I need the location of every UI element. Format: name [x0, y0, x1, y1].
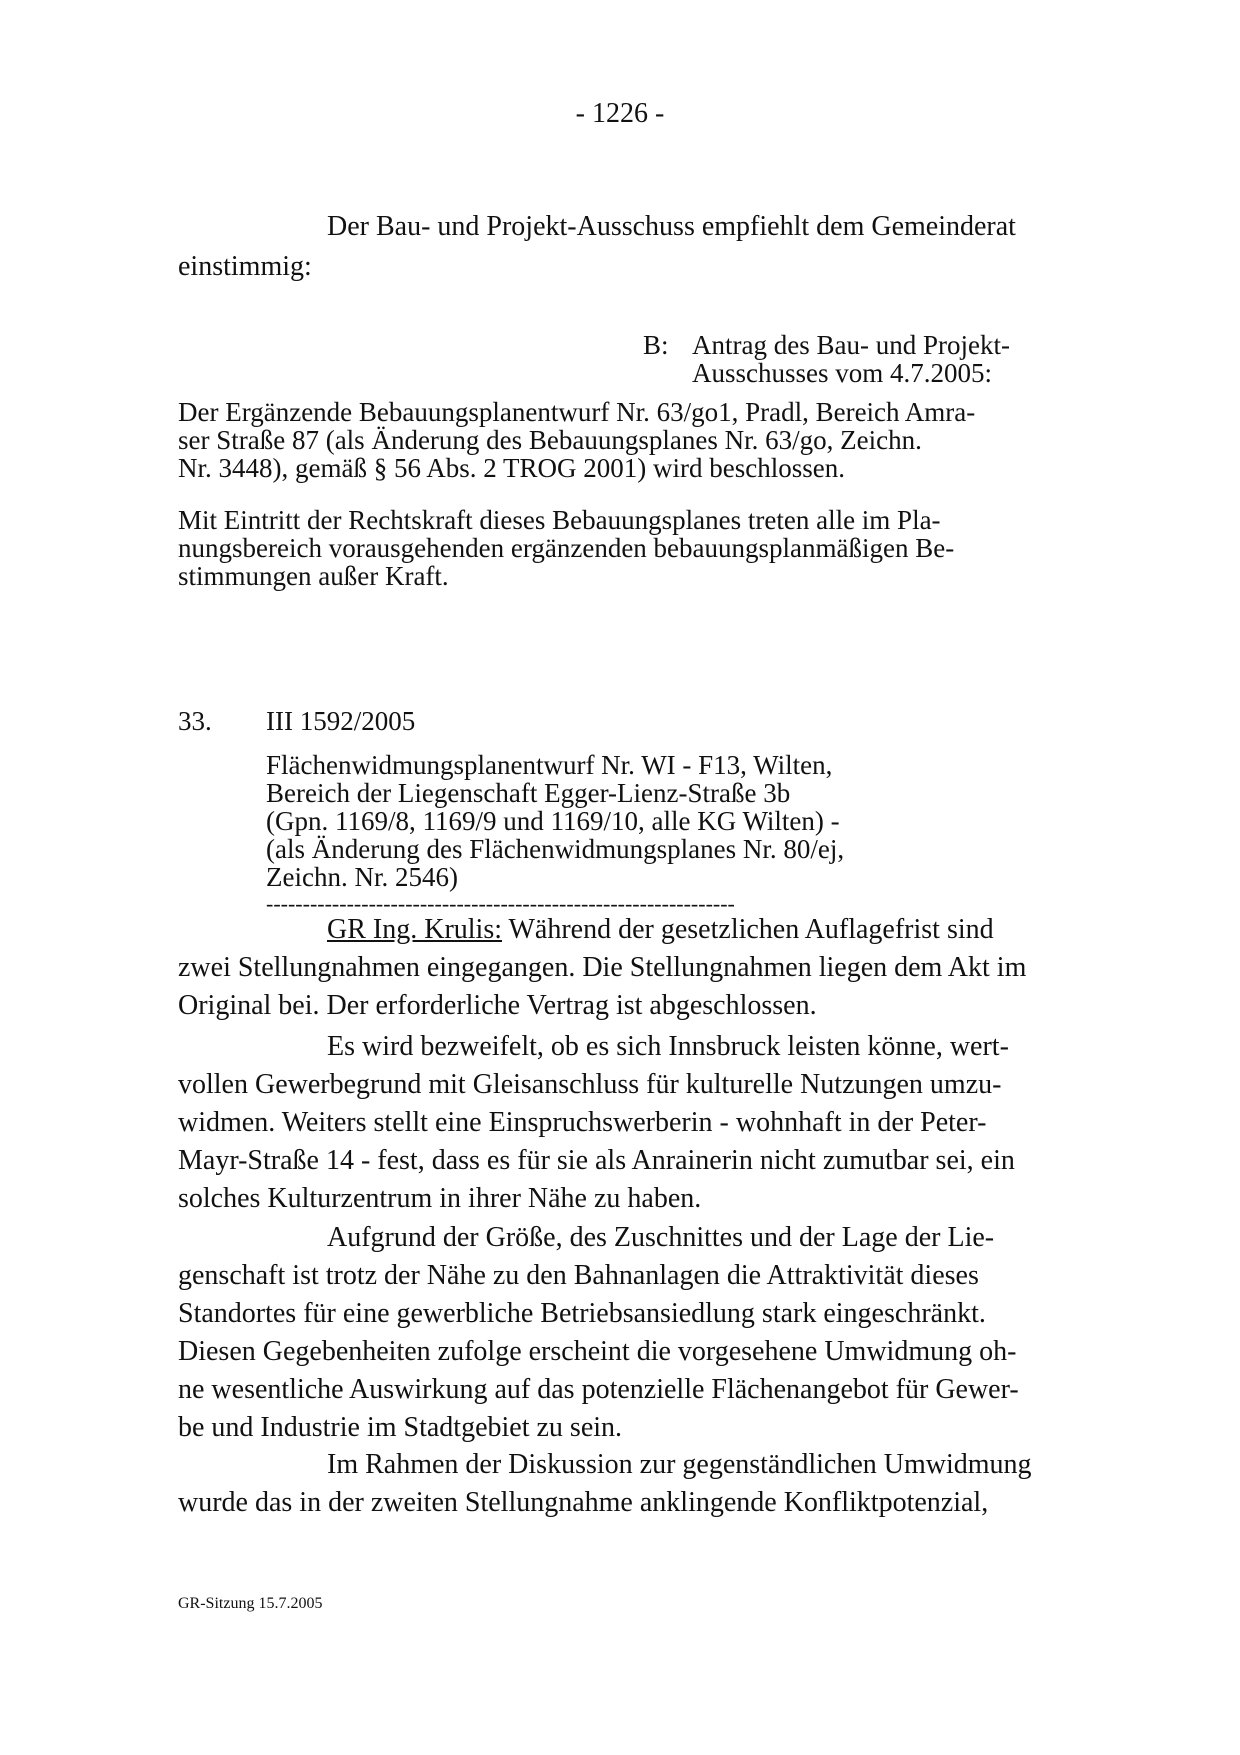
discussion-line: Mayr-Straße 14 - fest, dass es für sie als Anrainerin nicht zumutbar sei, ein — [178, 1145, 1015, 1176]
discussion-paragraph-2 — [178, 1028, 1048, 1218]
discussion-line: ne wesentliche Auswirkung auf das potenzielle Flächenangebot für Gewer- — [178, 1374, 1019, 1405]
agenda-item-number: 33. — [178, 706, 212, 736]
discussion-line: Es wird bezweifelt, ob es sich Innsbruck leisten könne, wert- — [327, 1031, 1009, 1062]
agenda-item-reference: III 1592/2005 — [266, 706, 416, 736]
effect-paragraph — [178, 506, 1048, 590]
effect-line: stimmungen außer Kraft. — [178, 561, 449, 591]
resolution-paragraph — [178, 398, 1048, 482]
discussion-line: widmen. Weiters stellt eine Einspruchswerberin - wohnhaft in der Peter- — [178, 1107, 987, 1138]
discussion-paragraph-1 — [178, 911, 1048, 1025]
discussion-line: Original bei. Der erforderliche Vertrag ist abgeschlossen. — [178, 990, 817, 1021]
recommendation-line-2: einstimmig: — [178, 251, 312, 282]
discussion-line: genschaft ist trotz der Nähe zu den Bahnanlagen die Attraktivität dieses — [178, 1260, 979, 1291]
discussion-line: Aufgrund der Größe, des Zuschnittes und der Lage der Lie- — [327, 1222, 995, 1253]
agenda-separator: ---------------------------------------------------------------- — [266, 891, 735, 916]
motion-label: B: — [643, 330, 669, 360]
discussion-line: Standortes für eine gewerbliche Betriebsansiedlung stark eingeschränkt. — [178, 1298, 986, 1329]
discussion-line: solches Kulturzentrum in ihrer Nähe zu haben. — [178, 1183, 702, 1214]
discussion-line: vollen Gewerbegrund mit Gleisanschluss für kulturelle Nutzungen umzu- — [178, 1069, 1002, 1100]
resolution-line: Der Ergänzende Bebauungsplanentwurf Nr. 63/go1, Pradl, Bereich Amra- — [178, 397, 976, 427]
discussion-line: Diesen Gegebenheiten zufolge erscheint die vorgesehene Umwidmung oh- — [178, 1336, 1017, 1367]
motion-title-line-2: Ausschusses vom 4.7.2005: — [692, 358, 993, 388]
effect-line: nungsbereich vorausgehenden ergänzenden bebauungsplanmäßigen Be- — [178, 533, 955, 563]
discussion-paragraph-4 — [178, 1446, 1048, 1522]
page-number: - 1226 - — [575, 98, 665, 129]
agenda-item-title — [266, 751, 844, 917]
agenda-title-line: Zeichn. Nr. 2546) — [266, 862, 458, 892]
recommendation-line-1: Der Bau- und Projekt-Ausschuss empfiehlt dem Gemeinderat — [327, 211, 1016, 242]
resolution-line: Nr. 3448), gemäß § 56 Abs. 2 TROG 2001) wird beschlossen. — [178, 453, 845, 483]
speaker-name: GR Ing. Krulis: — [327, 914, 502, 945]
discussion-line: wurde das in der zweiten Stellungnahme anklingende Konfliktpotenzial, — [178, 1487, 989, 1518]
agenda-title-line: Flächenwidmungsplanentwurf Nr. WI - F13, Wilten, — [266, 750, 833, 780]
discussion-line: zwei Stellungnahmen eingegangen. Die Stellungnahmen liegen dem Akt im — [178, 952, 1027, 983]
discussion-text: Während der gesetzlichen Auflagefrist sind — [502, 914, 994, 945]
motion-title-line-1: Antrag des Bau- und Projekt- — [692, 330, 1010, 360]
discussion-line: Im Rahmen der Diskussion zur gegenständlichen Umwidmung — [327, 1449, 1032, 1480]
agenda-title-line: Bereich der Liegenschaft Egger-Lienz-Straße 3b — [266, 778, 791, 808]
discussion-line — [178, 911, 1048, 949]
discussion-paragraph-3 — [178, 1219, 1048, 1447]
discussion-line: be und Industrie im Stadtgebiet zu sein. — [178, 1412, 623, 1443]
effect-line: Mit Eintritt der Rechtskraft dieses Bebauungsplanes treten alle im Pla- — [178, 505, 941, 535]
page-footer: GR-Sitzung 15.7.2005 — [178, 1595, 323, 1612]
agenda-title-line: (Gpn. 1169/8, 1169/9 und 1169/10, alle KG Wilten) - — [266, 806, 840, 836]
agenda-title-line: (als Änderung des Flächenwidmungsplanes Nr. 80/ej, — [266, 834, 845, 864]
resolution-line: ser Straße 87 (als Änderung des Bebauungsplanes Nr. 63/go, Zeichn. — [178, 425, 922, 455]
